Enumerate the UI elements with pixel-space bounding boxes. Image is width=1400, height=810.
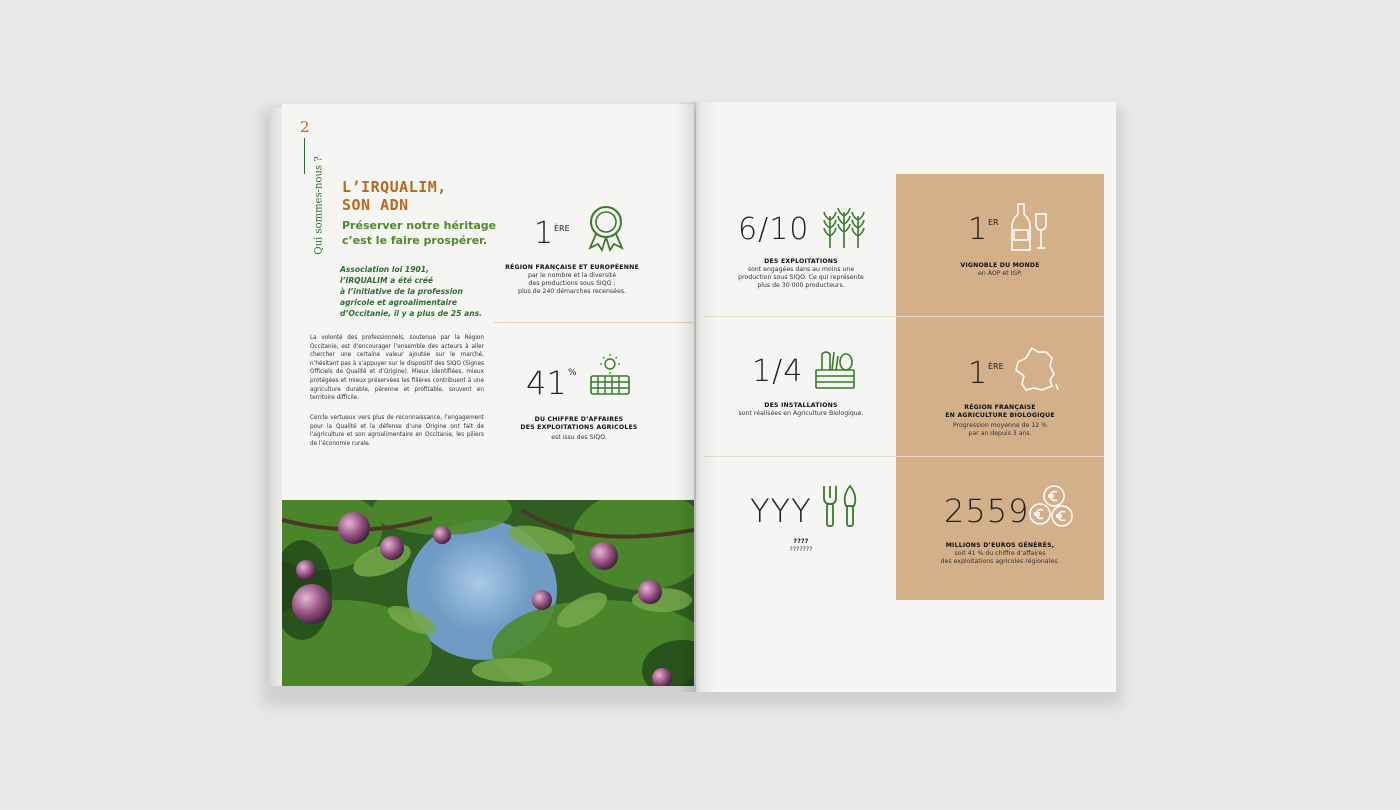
stat-text: plus de 30 000 producteurs.: [757, 282, 845, 289]
page-number: 2: [300, 118, 310, 136]
plum-tree-image: [282, 500, 694, 686]
sun-field-icon: [588, 352, 632, 396]
intro-line: d’Occitanie, il y a plus de 25 ans.: [340, 309, 483, 318]
sidebar-rule: [304, 138, 305, 174]
stat-suffix: ÈRE: [554, 224, 570, 233]
euro-coins-icon: [1028, 484, 1076, 532]
stat-label: MILLIONS D’EUROS GÉNÉRÉS,: [945, 542, 1055, 549]
wheat-icon: [822, 206, 866, 250]
stat-text: par an depuis 3 ans.: [968, 430, 1032, 437]
stat-number: YYY: [750, 492, 812, 530]
award-ribbon-icon: [584, 204, 628, 252]
stat-suffix: %: [568, 368, 577, 378]
left-page: [282, 104, 694, 686]
stat-text: des exploitations agricoles régionales.: [940, 558, 1060, 565]
book-gutter: [676, 102, 716, 692]
stat-organic-region: [902, 342, 1098, 438]
orchard-photo: [282, 500, 694, 686]
stat-label: DES EXPLOITATIONS AGRICOLES: [520, 424, 638, 431]
stat-text: des productions sous SIQO :: [528, 280, 616, 287]
intro-line: l’IRQUALIM a été créé: [340, 276, 434, 285]
stat-turnover: [504, 348, 654, 442]
stat-divider: [494, 322, 694, 323]
stat-number: 1: [968, 356, 989, 391]
stat-text: par le nombre et la diversité: [527, 272, 617, 279]
stat-suffix: ER: [988, 218, 999, 227]
panel-divider: [896, 456, 1104, 457]
wine-bottle-glass-icon: [1008, 202, 1048, 252]
stat-label: EN AGRICULTURE BIOLOGIQUE: [945, 412, 1055, 419]
stat-number: 6/10: [738, 212, 810, 247]
stat-text: Progression moyenne de 12 %: [952, 422, 1048, 429]
stat-suffix: ÈRE: [988, 362, 1004, 371]
stat-farms: [716, 202, 886, 290]
body-paragraph: Cercle vertueux vers plus de reconnaissance, l’engagement pour la Qualité et la défense d’une Origine ont fait de l’agriculture et son agroalimentaire en Occitanie, les piliers de l’économie rurale.: [310, 415, 484, 447]
stat-number: 1: [534, 216, 554, 251]
stat-first-region: [494, 202, 650, 296]
stat-text: ???????: [789, 546, 813, 553]
stat-vineyard: [902, 202, 1098, 278]
stat-number: 1: [968, 212, 989, 247]
stat-text: plus de 240 démarches recensées.: [518, 288, 626, 295]
stat-text: est issu des SIQO.: [551, 434, 607, 441]
stat-installations: [716, 344, 886, 418]
intro-line: à l’initiative de la profession: [340, 287, 463, 296]
stat-revenue: [902, 482, 1098, 566]
stat-label: DU CHIFFRE D’AFFAIRES: [534, 416, 624, 423]
stat-placeholder: [716, 482, 886, 554]
stat-label: RÉGION FRANÇAISE: [964, 404, 1036, 411]
stat-label: DES INSTALLATIONS: [764, 402, 838, 409]
stat-divider: [704, 316, 896, 317]
page-subtitle: [342, 218, 496, 248]
intro-line: agricole et agroalimentaire: [340, 298, 458, 307]
subtitle-line: c’est le faire prospérer.: [342, 234, 488, 247]
fork-trowel-icon: [820, 484, 860, 530]
stat-label: DES EXPLOITATIONS: [764, 258, 838, 265]
right-page: [696, 102, 1116, 692]
stat-text: production sous SIQO. Ce qui représente: [738, 274, 864, 281]
vegetable-crate-icon: [812, 346, 858, 392]
stat-text: sont réalisées en Agriculture Biologique.: [738, 410, 864, 417]
body-paragraph: La volonté des professionnels, soutenue par la Région Occitanie, est d’encourager l’ensemble des acteurs à aller chercher une certaine valeur ajoutée sur le marché, n’hésitant pas à s’appuyer sur le dispositif des SIQO (Signes Officiels de Qualité et d’Origine). Mieux identifiées, mieux protégées et mieux préservées les filières contribuent à une agriculture durable, pérenne et profitable, souvent en territoire difficile.: [310, 335, 484, 402]
stat-number: 41: [526, 364, 567, 402]
title-line: SON ADN: [342, 196, 409, 214]
intro-line: Association loi 1901,: [340, 265, 429, 274]
stat-label: VIGNOBLE DU MONDE: [960, 262, 1040, 269]
page-title: [342, 178, 447, 214]
stat-text: sont engagées dans au moins une: [747, 266, 855, 273]
stat-divider: [704, 456, 896, 457]
title-line: L’IRQUALIM,: [342, 178, 447, 196]
association-intro: [340, 264, 490, 319]
stat-text: soit 41 % du chiffre d’affaires: [954, 550, 1046, 557]
section-sidebar-label: Qui sommes-nous ?: [313, 156, 325, 255]
stat-label: ????: [793, 538, 809, 545]
stat-text: en AOP et IGP.: [978, 270, 1022, 277]
stat-number: 1/4: [752, 354, 804, 389]
stat-number: 2559: [944, 492, 1030, 530]
panel-divider: [896, 316, 1104, 317]
france-map-icon: [1012, 346, 1060, 394]
subtitle-line: Préserver notre héritage: [342, 219, 497, 232]
stat-label: RÉGION FRANÇAISE ET EUROPÉENNE: [505, 264, 639, 271]
